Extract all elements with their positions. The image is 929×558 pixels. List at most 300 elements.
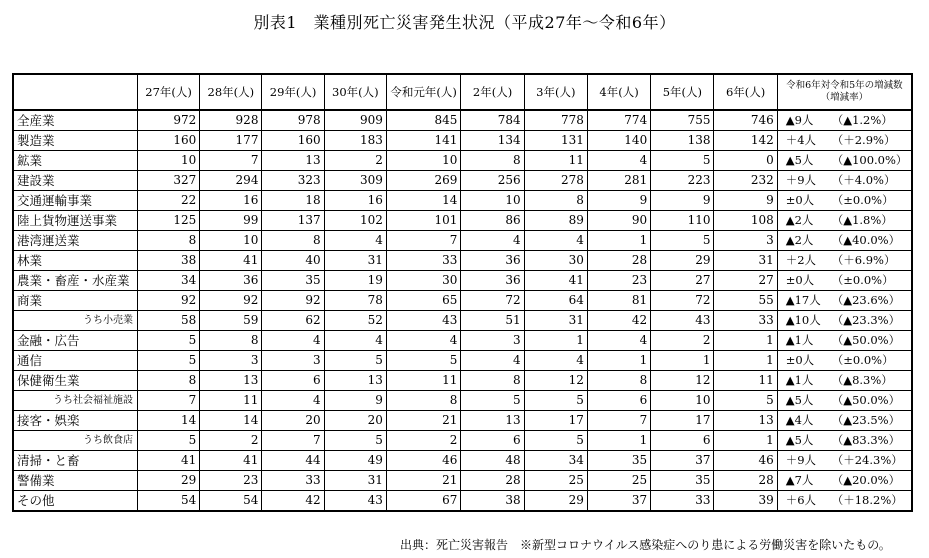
count-cell: 4 [262,391,324,411]
count-cell: 281 [587,171,650,191]
change-count: ±0人 [785,273,815,287]
count-cell: 4 [324,331,386,351]
change-count: ▲5人 [785,153,814,167]
change-cell [777,471,912,491]
count-cell: 4 [524,351,587,371]
fatal-accidents-table [12,73,913,512]
count-cell: 9 [324,391,386,411]
count-cell: 108 [714,211,777,231]
count-cell: 62 [262,311,324,331]
count-cell: 256 [461,171,524,191]
count-cell: 10 [651,391,714,411]
count-cell: 28 [461,471,524,491]
count-cell: 5 [386,351,460,371]
industry-name: 建設業 [13,171,137,191]
count-cell: 972 [137,110,199,131]
count-cell: 89 [524,211,587,231]
change-count: ▲1人 [785,333,814,347]
count-cell: 58 [137,311,199,331]
count-cell: 10 [461,191,524,211]
header-year: 2年(人) [461,74,524,110]
industry-name: 交通運輸事業 [13,191,137,211]
industry-name: 鉱業 [13,151,137,171]
change-cell [777,391,912,411]
change-rate: （＋4.0%） [831,173,896,187]
table-row [13,191,912,211]
change-count: ▲4人 [785,413,814,427]
count-cell: 5 [137,431,199,451]
count-cell: 14 [200,411,262,431]
change-rate: （±0.0%） [831,273,894,287]
count-cell: 29 [137,471,199,491]
count-cell: 28 [587,251,650,271]
count-cell: 8 [461,371,524,391]
count-cell: 78 [324,291,386,311]
count-cell: 65 [386,291,460,311]
change-rate: （＋18.2%） [831,493,903,507]
industry-name: 全産業 [13,110,137,131]
count-cell: 137 [262,211,324,231]
change-cell [777,251,912,271]
change-count: ▲2人 [785,233,814,247]
change-cell [777,411,912,431]
count-cell: 177 [200,131,262,151]
count-cell: 7 [262,431,324,451]
count-cell: 138 [651,131,714,151]
industry-name: 清掃・と畜 [13,451,137,471]
table-row [13,351,912,371]
count-cell: 6 [461,431,524,451]
count-cell: 21 [386,411,460,431]
table-row [13,171,912,191]
count-cell: 3 [200,351,262,371]
count-cell: 1 [651,351,714,371]
change-rate: （▲40.0%） [831,233,901,247]
count-cell: 21 [386,471,460,491]
count-cell: 9 [587,191,650,211]
change-rate: （＋6.9%） [831,253,896,267]
change-rate: （±0.0%） [831,353,894,367]
count-cell: 774 [587,110,650,131]
change-count: ▲5人 [785,433,814,447]
table-row [13,291,912,311]
count-cell: 41 [200,251,262,271]
table-row [13,371,912,391]
change-count: ▲7人 [785,473,814,487]
count-cell: 6 [587,391,650,411]
count-cell: 5 [324,431,386,451]
count-cell: 59 [200,311,262,331]
change-rate: （▲50.0%） [831,393,901,407]
count-cell: 37 [587,491,650,512]
count-cell: 8 [386,391,460,411]
table-row [13,110,912,131]
change-cell [777,351,912,371]
industry-name: 金融・広告 [13,331,137,351]
count-cell: 5 [651,151,714,171]
count-cell: 4 [461,351,524,371]
change-count: ▲2人 [785,213,814,227]
change-count: ▲17人 [785,293,821,307]
change-rate: （＋2.9%） [831,133,896,147]
change-cell [777,151,912,171]
count-cell: 8 [587,371,650,391]
change-count: ＋2人 [785,253,817,267]
count-cell: 31 [714,251,777,271]
change-cell [777,191,912,211]
count-cell: 309 [324,171,386,191]
count-cell: 1 [714,431,777,451]
count-cell: 25 [524,471,587,491]
industry-name: 接客・娯楽 [13,411,137,431]
table-body [13,110,912,511]
count-cell: 27 [714,271,777,291]
count-cell: 10 [386,151,460,171]
count-cell: 2 [651,331,714,351]
count-cell: 8 [461,151,524,171]
change-rate: （▲1.2%） [831,113,893,127]
change-rate: （▲8.3%） [831,373,893,387]
industry-subname: うち飲食店 [13,431,137,451]
count-cell: 1 [587,351,650,371]
change-count: ＋9人 [785,453,817,467]
count-cell: 11 [200,391,262,411]
count-cell: 35 [587,451,650,471]
count-cell: 7 [137,391,199,411]
count-cell: 5 [137,351,199,371]
count-cell: 13 [324,371,386,391]
count-cell: 20 [262,411,324,431]
count-cell: 34 [524,451,587,471]
table-row [13,231,912,251]
change-cell [777,110,912,131]
count-cell: 746 [714,110,777,131]
count-cell: 92 [200,291,262,311]
count-cell: 13 [714,411,777,431]
industry-name: 林業 [13,251,137,271]
count-cell: 269 [386,171,460,191]
count-cell: 12 [651,371,714,391]
industry-name: 通信 [13,351,137,371]
count-cell: 5 [137,331,199,351]
table-row [13,211,912,231]
count-cell: 3 [714,231,777,251]
count-cell: 1 [587,231,650,251]
count-cell: 29 [651,251,714,271]
count-cell: 42 [587,311,650,331]
count-cell: 12 [524,371,587,391]
count-cell: 102 [324,211,386,231]
count-cell: 41 [137,451,199,471]
count-cell: 18 [262,191,324,211]
count-cell: 33 [651,491,714,512]
page-title: 別表1 業種別死亡災害発生状況（平成27年～令和6年） [253,13,676,32]
count-cell: 160 [137,131,199,151]
count-cell: 1 [524,331,587,351]
header-year: 27年(人) [137,74,199,110]
count-cell: 46 [714,451,777,471]
change-rate: （▲20.0%） [831,473,901,487]
count-cell: 13 [461,411,524,431]
count-cell: 34 [137,271,199,291]
table-row [13,331,912,351]
change-count: ±0人 [785,353,815,367]
count-cell: 2 [200,431,262,451]
industry-subname: うち小売業 [13,311,137,331]
count-cell: 54 [200,491,262,512]
change-cell [777,271,912,291]
count-cell: 5 [651,231,714,251]
change-rate: （▲83.3%） [831,433,901,447]
count-cell: 54 [137,491,199,512]
count-cell: 43 [386,311,460,331]
table-row [13,251,912,271]
count-cell: 72 [651,291,714,311]
count-cell: 92 [262,291,324,311]
header-year: 29年(人) [262,74,324,110]
change-rate: （▲23.3%） [831,313,901,327]
count-cell: 36 [461,251,524,271]
change-rate: （▲100.0%） [831,153,908,167]
count-cell: 4 [386,331,460,351]
count-cell: 9 [651,191,714,211]
count-cell: 30 [386,271,460,291]
change-rate: （▲1.8%） [831,213,893,227]
change-count: ▲10人 [785,313,821,327]
count-cell: 35 [651,471,714,491]
count-cell: 92 [137,291,199,311]
count-cell: 10 [137,151,199,171]
count-cell: 3 [262,351,324,371]
count-cell: 40 [262,251,324,271]
header-blank [13,74,137,110]
count-cell: 17 [651,411,714,431]
count-cell: 33 [262,471,324,491]
count-cell: 30 [524,251,587,271]
change-cell [777,171,912,191]
count-cell: 110 [651,211,714,231]
count-cell: 8 [524,191,587,211]
count-cell: 6 [651,431,714,451]
count-cell: 48 [461,451,524,471]
count-cell: 27 [651,271,714,291]
change-cell [777,131,912,151]
industry-name: 農業・畜産・水産業 [13,271,137,291]
change-count: ＋6人 [785,493,817,507]
count-cell: 33 [714,311,777,331]
count-cell: 9 [714,191,777,211]
table-row [13,311,912,331]
count-cell: 16 [324,191,386,211]
count-cell: 46 [386,451,460,471]
count-cell: 19 [324,271,386,291]
count-cell: 35 [262,271,324,291]
count-cell: 28 [714,471,777,491]
count-cell: 90 [587,211,650,231]
table-row [13,471,912,491]
table-row [13,151,912,171]
count-cell: 81 [587,291,650,311]
count-cell: 2 [324,151,386,171]
count-cell: 5 [714,391,777,411]
industry-name: 保健衛生業 [13,371,137,391]
count-cell: 38 [461,491,524,512]
change-rate: （▲23.5%） [831,413,901,427]
change-rate: （▲23.6%） [831,293,901,307]
change-cell [777,431,912,451]
change-count: ▲5人 [785,393,814,407]
header-year: 令和元年(人) [386,74,460,110]
count-cell: 64 [524,291,587,311]
count-cell: 232 [714,171,777,191]
count-cell: 42 [262,491,324,512]
industry-name: 港湾運送業 [13,231,137,251]
table-row [13,451,912,471]
count-cell: 13 [262,151,324,171]
count-cell: 38 [137,251,199,271]
industry-subname: うち社会福祉施設 [13,391,137,411]
count-cell: 52 [324,311,386,331]
change-rate: （±0.0%） [831,193,894,207]
count-cell: 101 [386,211,460,231]
header-year: 5年(人) [651,74,714,110]
header-row [13,74,912,110]
count-cell: 31 [324,251,386,271]
count-cell: 11 [386,371,460,391]
table-row [13,491,912,512]
count-cell: 31 [324,471,386,491]
change-cell [777,331,912,351]
count-cell: 0 [714,151,777,171]
count-cell: 928 [200,110,262,131]
count-cell: 4 [262,331,324,351]
change-cell [777,451,912,471]
count-cell: 86 [461,211,524,231]
count-cell: 755 [651,110,714,131]
count-cell: 23 [587,271,650,291]
count-cell: 140 [587,131,650,151]
count-cell: 55 [714,291,777,311]
header-year: 4年(人) [587,74,650,110]
count-cell: 8 [137,231,199,251]
count-cell: 43 [324,491,386,512]
count-cell: 183 [324,131,386,151]
count-cell: 72 [461,291,524,311]
count-cell: 5 [324,351,386,371]
change-rate: （▲50.0%） [831,333,901,347]
count-cell: 134 [461,131,524,151]
count-cell: 278 [524,171,587,191]
count-cell: 141 [386,131,460,151]
count-cell: 845 [386,110,460,131]
count-cell: 7 [200,151,262,171]
source-note: 出典：死亡災害報告 ※新型コロナウイルス感染症へのり患による労働災害を除いたもの。 [400,538,891,552]
change-cell [777,231,912,251]
count-cell: 7 [386,231,460,251]
change-rate: （＋24.3%） [831,453,903,467]
change-count: ＋9人 [785,173,817,187]
count-cell: 784 [461,110,524,131]
count-cell: 37 [651,451,714,471]
count-cell: 778 [524,110,587,131]
change-count: ±0人 [785,193,815,207]
count-cell: 2 [386,431,460,451]
count-cell: 223 [651,171,714,191]
count-cell: 49 [324,451,386,471]
change-count: ▲9人 [785,113,814,127]
count-cell: 3 [461,331,524,351]
count-cell: 11 [524,151,587,171]
count-cell: 23 [200,471,262,491]
count-cell: 31 [524,311,587,331]
count-cell: 17 [524,411,587,431]
count-cell: 39 [714,491,777,512]
count-cell: 99 [200,211,262,231]
count-cell: 6 [262,371,324,391]
count-cell: 29 [524,491,587,512]
count-cell: 294 [200,171,262,191]
count-cell: 909 [324,110,386,131]
count-cell: 4 [587,331,650,351]
count-cell: 1 [714,351,777,371]
table-row [13,271,912,291]
change-cell [777,291,912,311]
count-cell: 5 [461,391,524,411]
header-change: 令和6年対令和5年の増減数（増減率） [777,74,912,110]
table-row [13,391,912,411]
count-cell: 142 [714,131,777,151]
count-cell: 41 [200,451,262,471]
count-cell: 5 [524,391,587,411]
count-cell: 160 [262,131,324,151]
count-cell: 36 [200,271,262,291]
count-cell: 10 [200,231,262,251]
count-cell: 14 [386,191,460,211]
industry-name: 警備業 [13,471,137,491]
count-cell: 8 [200,331,262,351]
count-cell: 1 [714,331,777,351]
count-cell: 25 [587,471,650,491]
table-row [13,431,912,451]
count-cell: 16 [200,191,262,211]
count-cell: 11 [714,371,777,391]
count-cell: 7 [587,411,650,431]
count-cell: 323 [262,171,324,191]
count-cell: 8 [262,231,324,251]
count-cell: 44 [262,451,324,471]
count-cell: 4 [324,231,386,251]
table-row [13,411,912,431]
change-cell [777,311,912,331]
count-cell: 1 [587,431,650,451]
count-cell: 4 [461,231,524,251]
count-cell: 14 [137,411,199,431]
count-cell: 327 [137,171,199,191]
change-count: ＋4人 [785,133,817,147]
count-cell: 51 [461,311,524,331]
industry-name: 商業 [13,291,137,311]
header-year: 30年(人) [324,74,386,110]
count-cell: 67 [386,491,460,512]
industry-name: その他 [13,491,137,512]
count-cell: 22 [137,191,199,211]
header-year: 6年(人) [714,74,777,110]
count-cell: 13 [200,371,262,391]
count-cell: 978 [262,110,324,131]
count-cell: 33 [386,251,460,271]
industry-name: 製造業 [13,131,137,151]
count-cell: 4 [587,151,650,171]
